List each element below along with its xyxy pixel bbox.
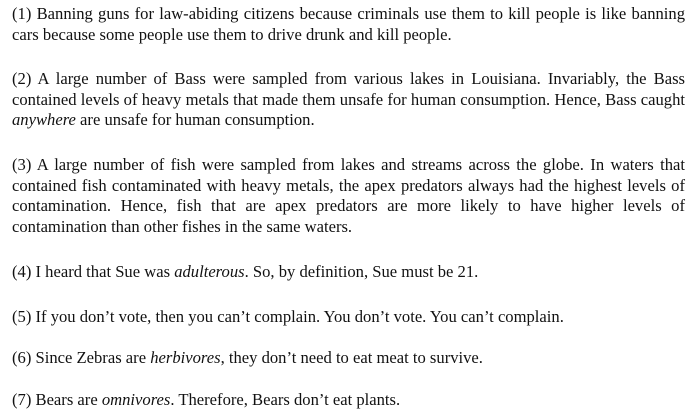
paragraph-7-text-b: . Therefore, Bears don’t eat plants. (170, 390, 401, 409)
paragraph-4-emphasis: adulterous (174, 262, 245, 281)
paragraph-7 (12, 390, 685, 411)
paragraph-4-text-b: . So, by definition, Sue must be 21. (244, 262, 479, 281)
paragraph-2-text-b: are unsafe for human consumption. (75, 110, 315, 130)
paragraph-2 (12, 69, 685, 131)
paragraph-5 (12, 307, 685, 328)
paragraph-6-emphasis: herbivores (150, 348, 221, 367)
paragraph-6-text-b: , they don’t need to eat meat to survive. (220, 348, 483, 367)
paragraph-1 (12, 4, 685, 45)
paragraph-6-text-a: (6) Since Zebras are (12, 348, 151, 367)
paragraph-4-text-a: (4) I heard that Sue was (12, 262, 175, 281)
paragraph-1-text: (1) Banning guns for law-abiding citizens because criminals use them to kill people is like banning cars because some people use them to drive drunk and kill people. (12, 4, 685, 44)
paragraph-4 (12, 262, 685, 283)
paragraph-3-text: (3) A large number of fish were sampled from lakes and streams across the globe. In waters that contained fish contaminated with heavy metals, the apex predators always had the highest levels of contamination. Hence, fish that are apex predators are more likely to have higher levels of contamination than other fishes in the same waters. (12, 155, 685, 236)
paragraph-3 (12, 155, 685, 237)
paragraph-5-text: (5) If you don’t vote, then you can’t complain. You don’t vote. You can’t complain. (12, 307, 564, 326)
paragraph-6 (12, 348, 685, 369)
paragraph-7-emphasis: omnivores (101, 390, 171, 409)
paragraph-2-text-a: (2) A large number of Bass were sampled from various lakes in Louisiana. Invariably, the Bass contained levels of heavy metals that made them unsafe for human consumption. Hence, Bass caught (12, 69, 685, 109)
paragraph-7-text-a: (7) Bears are (12, 390, 102, 409)
paragraph-2-emphasis: anywhere (12, 110, 76, 130)
